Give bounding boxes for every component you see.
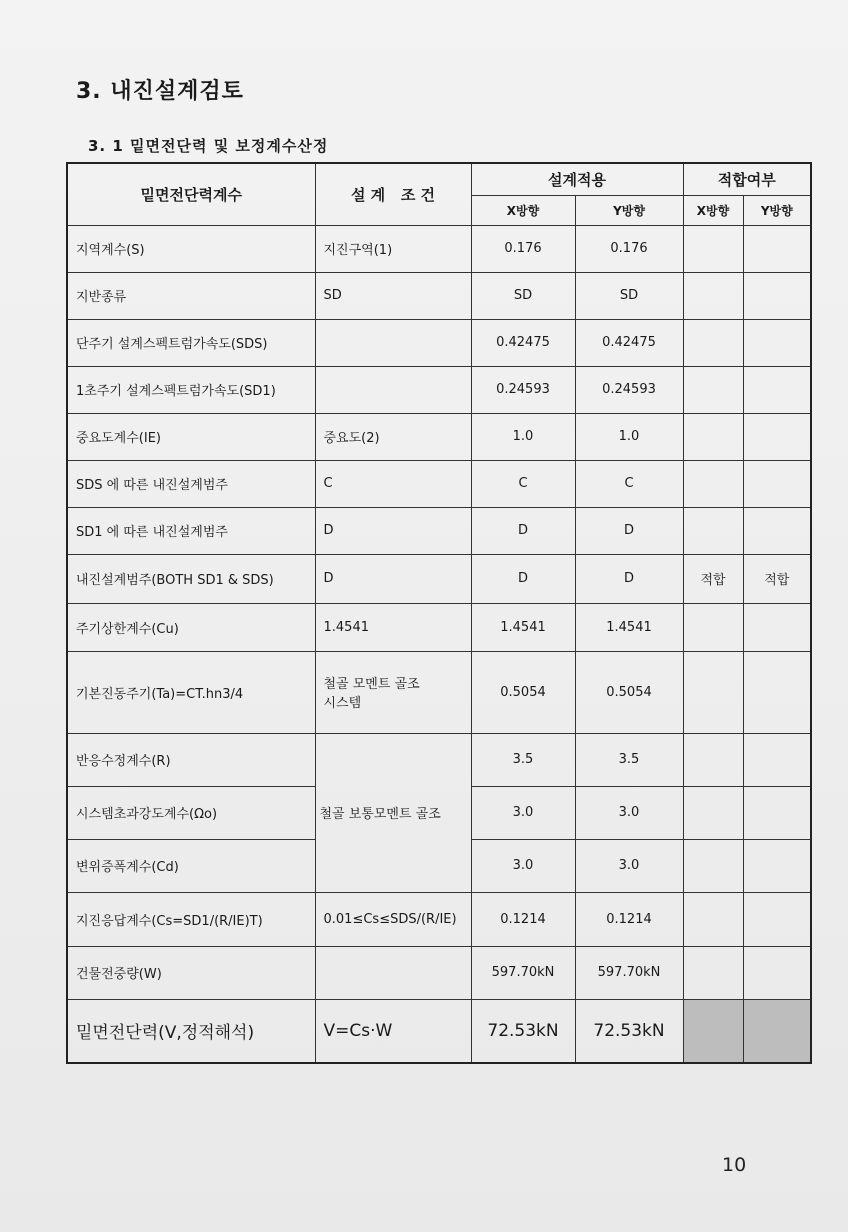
row-fit-y	[743, 366, 811, 413]
header-coefficient: 밑면전단력계수	[67, 163, 315, 225]
row-fit-x	[683, 786, 743, 839]
row-condition: SD	[315, 272, 471, 319]
row-fit-x	[683, 946, 743, 999]
base-shear-label: 밑면전단력(V,정적해석)	[67, 999, 315, 1063]
row-y-value: 3.5	[575, 733, 683, 786]
row-fit-y	[743, 733, 811, 786]
row-label: 내진설계범주(BOTH SD1 & SDS)	[67, 554, 315, 603]
row-fit-y	[743, 460, 811, 507]
row-label: 지반종류	[67, 272, 315, 319]
row-label: 중요도계수(IE)	[67, 413, 315, 460]
row-label: 1초주기 설계스펙트럼가속도(SD1)	[67, 366, 315, 413]
header-y-direction: Y방향	[575, 195, 683, 225]
row-y-value: 0.5054	[575, 651, 683, 733]
row-y-value: SD	[575, 272, 683, 319]
row-fit-x	[683, 507, 743, 554]
row-x-value: 3.5	[471, 733, 575, 786]
row-fit-y	[743, 786, 811, 839]
section-title: 3. 내진설계검토	[76, 79, 244, 104]
table-header-row	[67, 163, 811, 195]
row-y-value: 0.42475	[575, 319, 683, 366]
row-fit-y	[743, 319, 811, 366]
row-x-value: 1.4541	[471, 603, 575, 651]
table-row	[67, 892, 811, 946]
row-fit-x	[683, 603, 743, 651]
row-condition-merged: 철골 보통모멘트 골조	[315, 733, 471, 892]
row-y-value: 0.24593	[575, 366, 683, 413]
row-label: 반응수정계수(R)	[67, 733, 315, 786]
row-fit-y	[743, 651, 811, 733]
table-row	[67, 603, 811, 651]
row-x-value: 0.176	[471, 225, 575, 272]
subsection-title: 3. 1 밑면전단력 및 보정계수산정	[88, 137, 329, 155]
base-shear-table	[66, 162, 812, 1064]
row-fit-x	[683, 319, 743, 366]
row-y-value: D	[575, 554, 683, 603]
row-y-value: D	[575, 507, 683, 554]
row-label: 건물전중량(W)	[67, 946, 315, 999]
row-fit-x: 적합	[683, 554, 743, 603]
base-shear-y-value: 72.53kN	[575, 999, 683, 1063]
row-y-value: 3.0	[575, 786, 683, 839]
row-condition: 중요도(2)	[315, 413, 471, 460]
row-condition: 0.01≤Cs≤SDS/(R/IE)	[315, 892, 471, 946]
row-y-value: 1.0	[575, 413, 683, 460]
row-condition: 철골 모멘트 골조 시스템	[315, 651, 471, 733]
table-row	[67, 225, 811, 272]
row-fit-x	[683, 839, 743, 892]
row-x-value: D	[471, 507, 575, 554]
header-design-applied: 설계적용	[471, 163, 683, 195]
row-label: SD1 에 따른 내진설계범주	[67, 507, 315, 554]
row-fit-x	[683, 460, 743, 507]
row-fit-y	[743, 272, 811, 319]
table-row	[67, 272, 811, 319]
row-condition: 1.4541	[315, 603, 471, 651]
row-fit-x	[683, 651, 743, 733]
header-suitability: 적합여부	[683, 163, 811, 195]
row-fit-y	[743, 603, 811, 651]
row-x-value: 0.24593	[471, 366, 575, 413]
row-fit-x	[683, 892, 743, 946]
table-row	[67, 733, 811, 786]
row-x-value: C	[471, 460, 575, 507]
row-y-value: 1.4541	[575, 603, 683, 651]
table-row	[67, 554, 811, 603]
header-design-condition: 설 계 조 건	[315, 163, 471, 225]
row-fit-y	[743, 413, 811, 460]
header-x-direction: X방향	[471, 195, 575, 225]
row-fit-x	[683, 366, 743, 413]
row-x-value: 0.42475	[471, 319, 575, 366]
table-row	[67, 507, 811, 554]
row-label: 변위증폭계수(Cd)	[67, 839, 315, 892]
row-condition: D	[315, 507, 471, 554]
row-y-value: C	[575, 460, 683, 507]
row-condition	[315, 946, 471, 999]
row-condition: D	[315, 554, 471, 603]
row-label: 단주기 설계스펙트럼가속도(SDS)	[67, 319, 315, 366]
row-y-value: 0.176	[575, 225, 683, 272]
base-shear-fit-y	[743, 999, 811, 1063]
row-condition	[315, 319, 471, 366]
row-x-value: D	[471, 554, 575, 603]
result-row	[67, 999, 811, 1063]
row-label: 지진응답계수(Cs=SD1/(R/IE)T)	[67, 892, 315, 946]
row-x-value: 0.1214	[471, 892, 575, 946]
row-fit-x	[683, 733, 743, 786]
table-row	[67, 413, 811, 460]
row-label: 주기상한계수(Cu)	[67, 603, 315, 651]
base-shear-formula: V=Cs·W	[315, 999, 471, 1063]
row-fit-y	[743, 839, 811, 892]
row-fit-y	[743, 225, 811, 272]
row-fit-x	[683, 272, 743, 319]
row-condition	[315, 366, 471, 413]
row-fit-x	[683, 413, 743, 460]
row-y-value: 0.1214	[575, 892, 683, 946]
row-x-value: 3.0	[471, 786, 575, 839]
row-condition: C	[315, 460, 471, 507]
row-y-value: 3.0	[575, 839, 683, 892]
base-shear-fit-x	[683, 999, 743, 1063]
row-label: 시스템초과강도계수(Ωo)	[67, 786, 315, 839]
row-label: SDS 에 따른 내진설계범주	[67, 460, 315, 507]
row-label: 기본진동주기(Ta)=CT.hn3/4	[67, 651, 315, 733]
row-x-value: 3.0	[471, 839, 575, 892]
row-x-value: 597.70kN	[471, 946, 575, 999]
row-fit-x	[683, 225, 743, 272]
row-fit-y: 적합	[743, 554, 811, 603]
row-fit-y	[743, 892, 811, 946]
table-row	[67, 319, 811, 366]
base-shear-x-value: 72.53kN	[471, 999, 575, 1063]
table-row	[67, 651, 811, 733]
row-x-value: 0.5054	[471, 651, 575, 733]
row-label: 지역계수(S)	[67, 225, 315, 272]
row-x-value: SD	[471, 272, 575, 319]
header-fit-y-direction: Y방향	[743, 195, 811, 225]
row-x-value: 1.0	[471, 413, 575, 460]
page-number: 10	[722, 1154, 747, 1176]
table-row	[67, 366, 811, 413]
row-fit-y	[743, 946, 811, 999]
header-fit-x-direction: X방향	[683, 195, 743, 225]
row-condition: 지진구역(1)	[315, 225, 471, 272]
row-y-value: 597.70kN	[575, 946, 683, 999]
row-fit-y	[743, 507, 811, 554]
table-row	[67, 460, 811, 507]
table-row	[67, 946, 811, 999]
